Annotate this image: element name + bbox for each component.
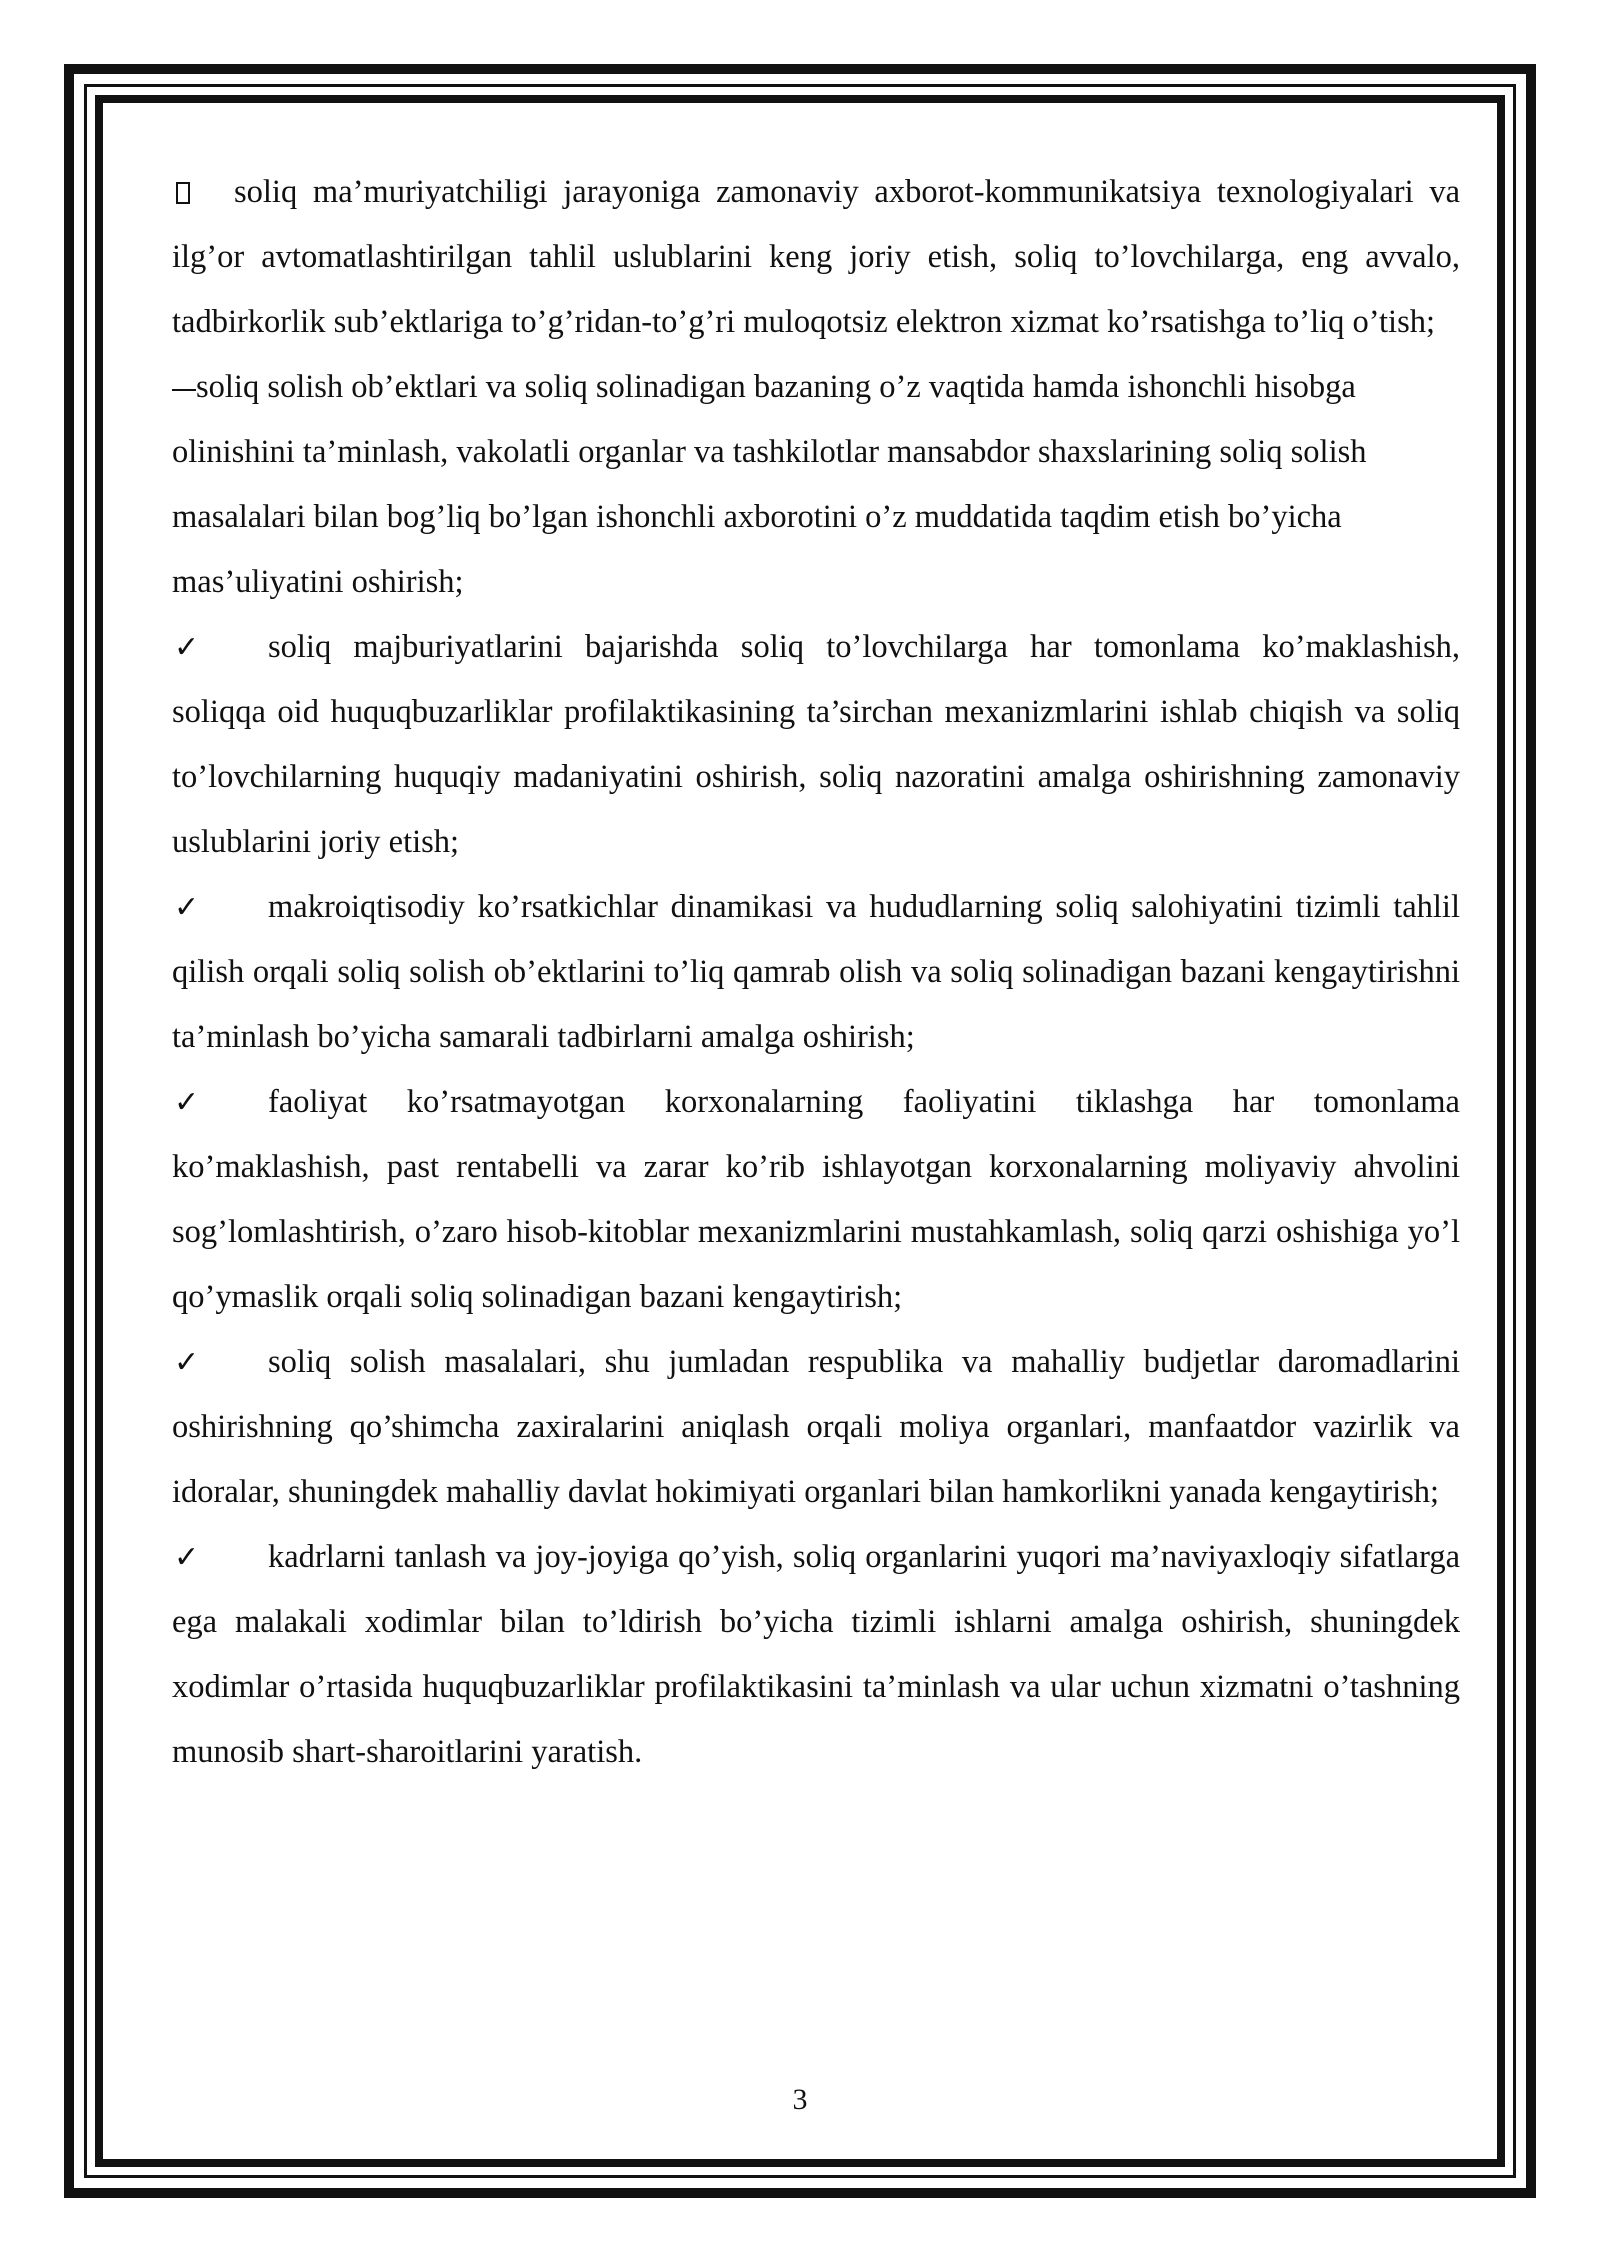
- check-icon: ✓: [174, 1085, 200, 1120]
- box-icon: [172, 160, 234, 225]
- check-icon: ✓: [174, 1345, 200, 1380]
- list-item-text: soliq solish masalalari, shu jumladan respublika va mahalliy budjetlar daromadlarini oshirishning qo’shimcha zaxiralarini aniqlash orqali moliya organlari, manfaatdor vazirlik va idoralar, shuningdek mahalliy davlat hokimiyati organlari bilan hamkorlikni yanada kengaytirish;: [172, 1344, 1460, 1510]
- list-item: [172, 160, 1460, 355]
- list-item-text: soliq ma’muriyatchiligi jarayoniga zamonaviy axborot-kommunikatsiya texnologiyalari va ilg’or avtomatlashtirilgan tahlil uslublarini keng joriy etish, soliq to’lovchilarga, eng avvalo, tadbirkorlik sub’ektlariga to’g’ridan-to’g’ri muloqotsiz elektron xizmat ko’rsatishga to’liq o’tish;: [172, 174, 1460, 340]
- list-item: [172, 1330, 1460, 1525]
- document-body: [172, 160, 1460, 1785]
- list-item-text: faoliyat ko’rsatmayotgan korxonalarning faoliyatini tiklashga har tomonlama ko’maklashish, past rentabelli va zarar ko’rib ishlayotgan korxonalarning moliyaviy ahvolini sog’lomlashtirish, o’zaro hisob-kitoblar mexanizmlarini mustahkamlash, soliq qarzi oshishiga yo’l qo’ymaslik orqali soliq solinadigan bazani kengaytirish;: [172, 1084, 1460, 1315]
- list-item-text: soliq solish ob’ektlari va soliq solinadigan bazaning o’z vaqtida hamda ishonchli hisobga olinishini ta’minlash, vakolatli organlar va tashkilotlar mansabdor shaxslarining soliq solish masalalari bilan bog’liq bo’lgan ishonchli axborotini o’z muddatida taqdim etish bo’yicha mas’uliyatini oshirish;: [172, 369, 1367, 600]
- list-item: [172, 615, 1460, 875]
- list-item: [172, 1070, 1460, 1330]
- page-number: 3: [792, 2083, 808, 2116]
- dash-icon: [172, 355, 196, 420]
- list-item-text: soliq majburiyatlarini bajarishda soliq to’lovchilarga har tomonlama ko’maklashish, soliqqa oid huquqbuzarliklar profilaktikasining ta’sirchan mexanizmlarini ishlab chiqish va soliq to’lovchilarning huquqiy madaniyatini oshirish, soliq nazoratini amalga oshirishning zamonaviy uslublarini joriy etish;: [172, 629, 1460, 860]
- list-item: [172, 355, 1460, 615]
- list-item-text: kadrlarni tanlash va joy-joyiga qo’yish, soliq organlarini yuqori ma’naviyaxloqiy sifatlarga ega malakali xodimlar bilan to’ldirish bo’yicha tizimli ishlarni amalga oshirish, shuningdek xodimlar o’rtasida huquqbuzarliklar profilaktikasini ta’minlash va ular uchun xizmatni o’tashning munosib shart-sharoitlarini yaratish.: [172, 1539, 1460, 1770]
- list-item: [172, 1525, 1460, 1785]
- check-icon: ✓: [174, 1540, 200, 1575]
- check-icon: ✓: [174, 630, 200, 665]
- list-item: [172, 875, 1460, 1070]
- list-item-text: makroiqtisodiy ko’rsatkichlar dinamikasi va hududlarning soliq salohiyatini tizimli tahlil qilish orqali soliq solish ob’ektlarini to’liq qamrab olish va soliq solinadigan bazani kengaytirishni ta’minlash bo’yicha samarali tadbirlarni amalga oshirish;: [172, 889, 1460, 1055]
- check-icon: ✓: [174, 890, 200, 925]
